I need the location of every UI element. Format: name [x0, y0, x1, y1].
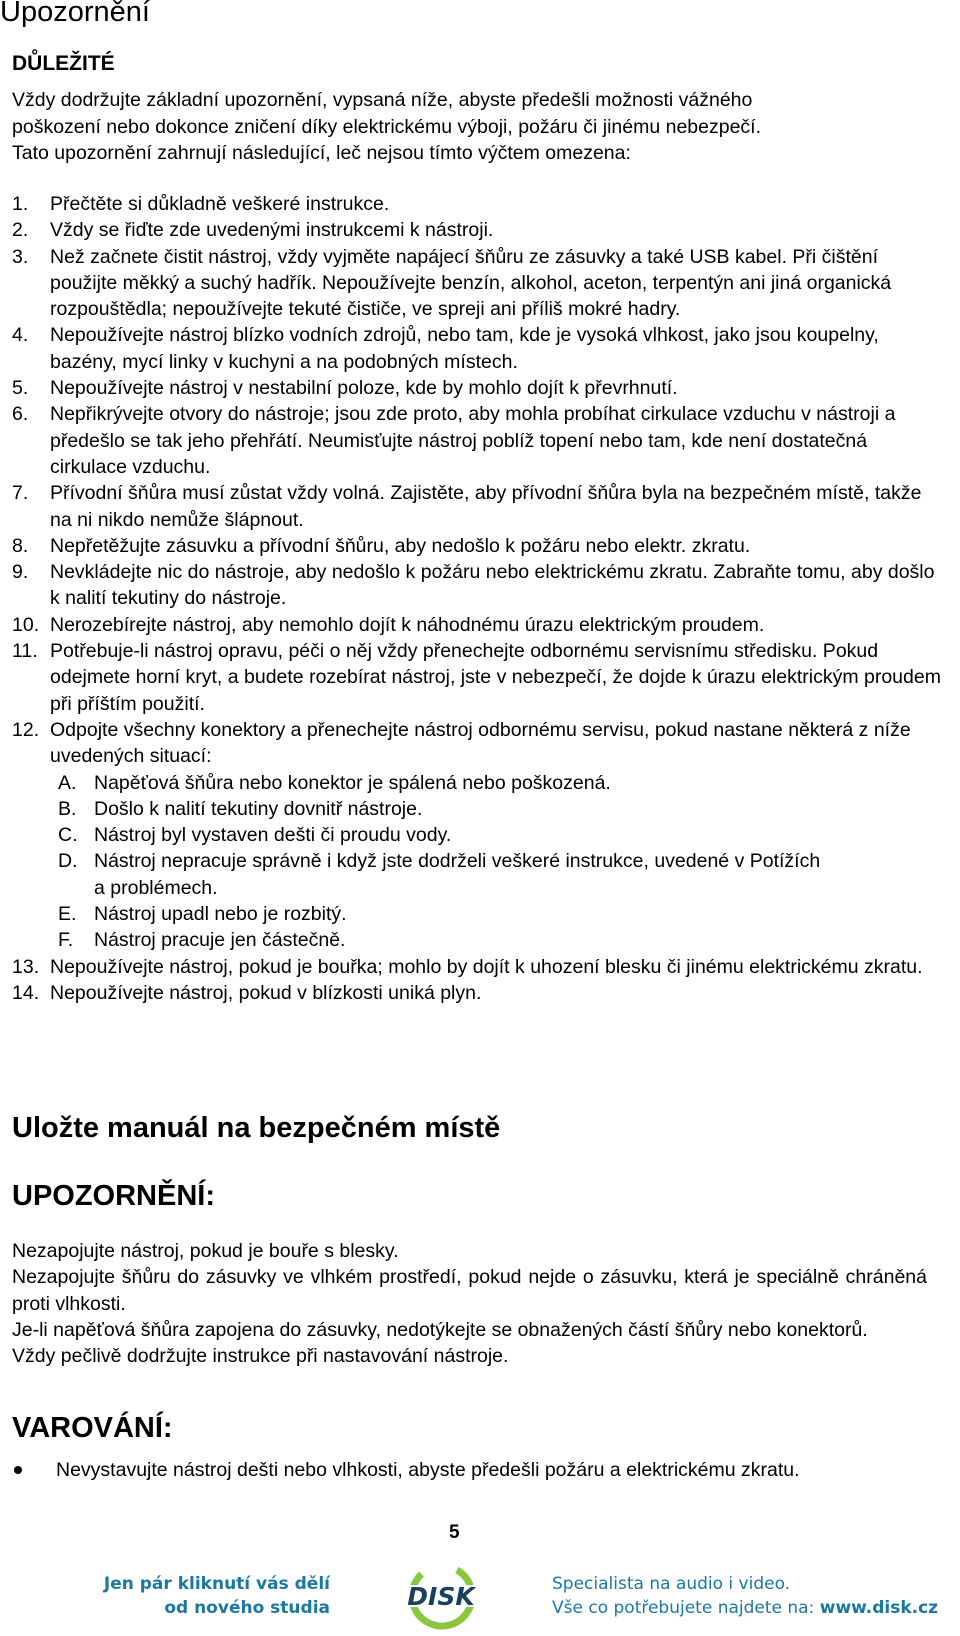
- situation-text: Nástroj upadl nebo je rozbitý.: [94, 903, 347, 926]
- instruction-item: [12, 612, 942, 638]
- caution-heading: VAROVÁNÍ:: [12, 1412, 173, 1444]
- item-number: 11.: [12, 640, 38, 663]
- item-text: Nerozebírejte nástroj, aby nemohlo dojít k náhodnému úrazu elektrickým proudem.: [50, 613, 765, 636]
- caution-item: [12, 1457, 942, 1483]
- situation-text: Nástroj pracuje jen částečně.: [94, 929, 346, 952]
- item-text: Přečtěte si důkladně veškeré instrukce.: [50, 193, 390, 215]
- situation-text: Nástroj nepracuje správně i když jste dodrželi veškeré instrukce, uvedené v Potížích a problémech.: [94, 850, 821, 899]
- situation-item: [50, 848, 942, 901]
- instruction-item: [12, 638, 942, 717]
- situation-letter: D.: [58, 850, 78, 873]
- footer-right: [552, 1572, 952, 1620]
- item-number: 7.: [12, 482, 29, 505]
- item-text: Než začnete čistit nástroj, vždy vyjměte napájecí šňůru ze zásuvky a také USB kabel. Při čištění použijte měkký a suchý hadřík. Nepoužívejte benzín, alkohol, aceton, terpentýn ani jiná organická rozpouštědla; nepoužívejte tekuté čističe, ve spreji ani příliš mokré hadry.: [50, 245, 892, 321]
- warning-paragraph: Nezapojujte nástroj, pokud je bouře s blesky.: [12, 1240, 399, 1262]
- intro-line: poškození nebo dokonce zničení díky elektrickému výboji, požáru či jinému nebezpečí.: [12, 115, 761, 138]
- item-text: Nevkládejte nic do nástroje, aby nedošlo k požáru nebo elektrickému zkratu. Zabraňte tomu, aby došlo k nalití tekutiny do nástroje.: [50, 561, 935, 610]
- item-text: Nepřetěžujte zásuvku a přívodní šňůru, aby nedošlo k požáru nebo elektr. zkratu.: [50, 534, 751, 557]
- instruction-item: [12, 717, 942, 954]
- situation-text: Napěťová šňůra nebo konektor je spálená nebo poškozená.: [94, 771, 611, 794]
- bullet-icon: [14, 1466, 22, 1474]
- instruction-item: [12, 375, 942, 401]
- warning-paragraph: Vždy pečlivě dodržujte instrukce při nastavování nástroje.: [12, 1345, 509, 1368]
- footer-contact-text: Vše co potřebujete najdete na:: [552, 1598, 820, 1618]
- footer-left: [60, 1572, 330, 1620]
- instruction-item: [12, 480, 942, 533]
- item-number: 3.: [12, 245, 29, 268]
- instruction-item: [12, 191, 942, 217]
- item-number: 10.: [12, 613, 40, 636]
- save-manual-heading: Uložte manuál na bezpečném místě: [12, 1112, 501, 1144]
- warning-paragraph: Nezapojujte šňůru do zásuvky ve vlhkém prostředí, pokud nejde o zásuvku, která je speciálně chráněná proti vlhkosti.: [12, 1266, 927, 1315]
- instruction-item: [12, 217, 942, 243]
- item-number: 14.: [12, 981, 40, 1004]
- situations-list: [50, 770, 942, 954]
- page-title: Upozornění: [0, 0, 150, 28]
- item-text: Nepoužívejte nástroj, pokud v blízkosti uniká plyn.: [50, 981, 482, 1004]
- item-number: 2.: [12, 219, 29, 242]
- instructions-list: [12, 191, 942, 1006]
- item-text: Odpojte všechny konektory a přenechejte nástroj odbornému servisu, pokud nastane některá z níže uvedených situací:: [50, 718, 911, 768]
- item-text: Přívodní šňůra musí zůstat vždy volná. Zajistěte, aby přívodní šňůra byla na bezpečném místě, takže na ni nikdo nemůže šlápnout.: [50, 482, 922, 531]
- instruction-item: [12, 322, 942, 375]
- item-text: Nepoužívejte nástroj v nestabilní poloze, kde by mohlo dojít k převrhnutí.: [50, 377, 678, 400]
- warning-paragraph: Je-li napěťová šňůra zapojena do zásuvky, nedotýkejte se obnažených částí šňůry nebo konektorů.: [12, 1318, 868, 1341]
- footer-slogan-line: Jen pár kliknutí vás dělí: [103, 1574, 330, 1594]
- instruction-item: [12, 559, 942, 612]
- item-number: 1.: [12, 193, 29, 215]
- footer-contact-line: [552, 1596, 952, 1620]
- situation-item: [50, 822, 942, 848]
- intro-text: [12, 87, 927, 167]
- logo-text: DISK: [407, 1582, 475, 1611]
- caution-text: Nevystavujte nástroj dešti nebo vlhkosti, abyste předešli požáru a elektrickému zkratu.: [56, 1459, 800, 1481]
- situation-text: Došlo k nalití tekutiny dovnitř nástroje.: [94, 797, 423, 820]
- intro-line: Vždy dodržujte základní upozornění, vypsaná níže, abyste předešli možnosti vážného: [12, 89, 753, 111]
- item-text: Nepoužívejte nástroj blízko vodních zdrojů, nebo tam, kde je vysoká vlhkost, jako jsou koupelny, bazény, mycí linky v kuchyni a na podobných místech.: [50, 324, 879, 373]
- caution-list: [12, 1457, 942, 1483]
- situation-item: [50, 770, 942, 796]
- situation-letter: E.: [58, 903, 77, 926]
- situation-letter: B.: [58, 797, 77, 820]
- footer-slogan-line: od nového studia: [164, 1598, 330, 1618]
- footer-tagline: Specialista na audio i video.: [552, 1574, 791, 1594]
- instruction-item: [12, 980, 942, 1006]
- instruction-item: [12, 954, 942, 980]
- item-number: 9.: [12, 561, 29, 584]
- instruction-item: [12, 401, 942, 480]
- website-link[interactable]: www.disk.cz: [819, 1598, 939, 1618]
- item-number: 5.: [12, 377, 29, 400]
- warning-heading: UPOZORNĚNÍ:: [12, 1180, 215, 1212]
- item-text: Vždy se řiďte zde uvedenými instrukcemi k nástroji.: [50, 219, 494, 242]
- item-number: 6.: [12, 403, 29, 426]
- intro-line: Tato upozornění zahrnují následující, leč nejsou tímto výčtem omezena:: [12, 142, 631, 164]
- item-number: 4.: [12, 324, 29, 347]
- instruction-item: [12, 244, 942, 323]
- item-text: Potřebuje-li nástroj opravu, péči o něj vždy přenechejte odbornému servisnímu středisku. Pokud odejmete horní kryt, a budete rozebírat nástroj, jste v nebezpečí, že dojde k úrazu elektrickým proudem při příštím použití.: [50, 640, 941, 715]
- item-number: 13.: [12, 955, 40, 978]
- item-text: Nepoužívejte nástroj, pokud je bouřka; mohlo by dojít k uhození blesku či jinému elektrickému zkratu.: [50, 955, 923, 978]
- item-number: 8.: [12, 534, 29, 557]
- instruction-item: [12, 533, 942, 559]
- situation-letter: F.: [58, 929, 74, 952]
- page-number: 5: [449, 1522, 460, 1543]
- situation-item: [50, 927, 942, 953]
- warning-text: [12, 1238, 927, 1369]
- situation-item: [50, 796, 942, 822]
- item-text: Nepřikrývejte otvory do nástroje; jsou zde proto, aby mohla probíhat cirkulace vzduchu v nástroji a předešlo se tak jeho přehřátí. Neumisťujte nástroj poblíž topení nebo tam, kde není dostatečná cirkulace vzduchu.: [50, 403, 896, 478]
- disk-logo: [384, 1552, 499, 1636]
- item-number: 12.: [12, 718, 40, 741]
- important-heading: DŮLEŽITÉ: [12, 52, 115, 75]
- situation-letter: A.: [58, 771, 77, 794]
- situation-item: [50, 901, 942, 927]
- situation-letter: C.: [58, 824, 78, 847]
- situation-text: Nástroj byl vystaven dešti či proudu vody.: [94, 824, 452, 847]
